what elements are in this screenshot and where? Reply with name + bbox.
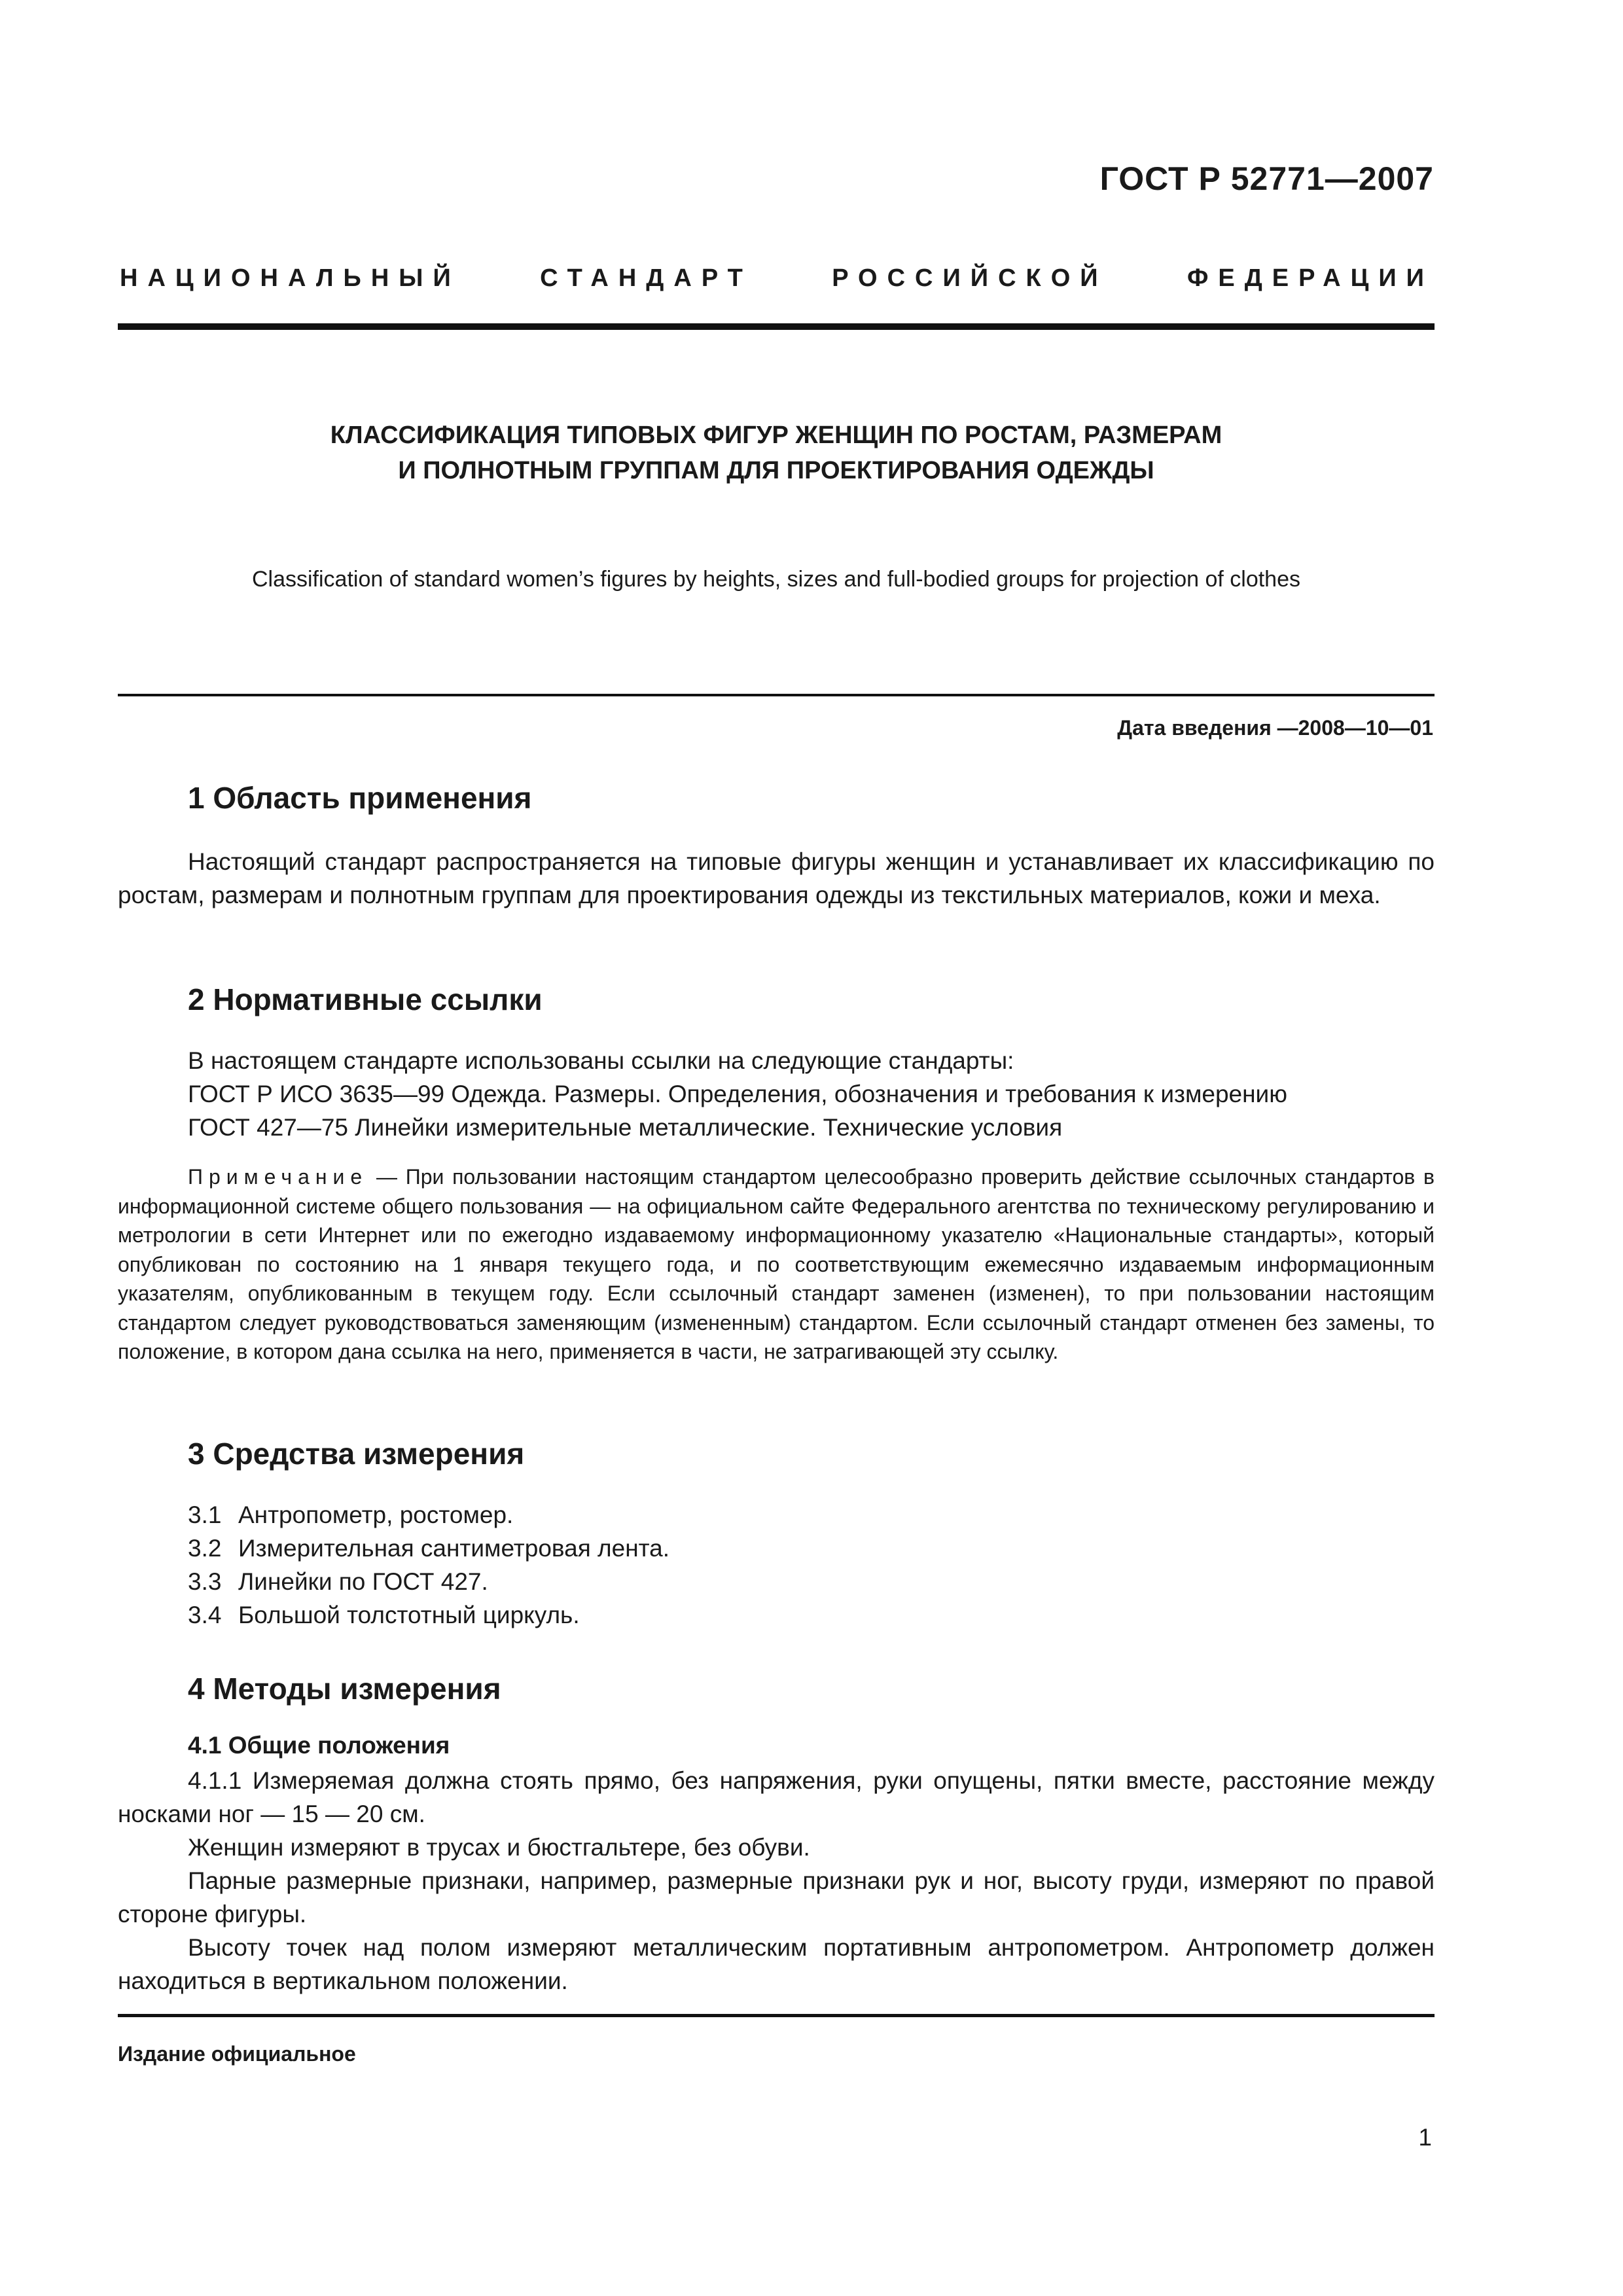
document-code: ГОСТ Р 52771—2007 [1099, 160, 1434, 197]
list-item: 3.2 Измерительная сантиметровая лента. [188, 1535, 670, 1562]
banner-word: ФЕДЕРАЦИИ [1186, 264, 1434, 292]
section-4-heading: 4 Методы измерения [188, 1672, 501, 1706]
national-standard-banner [120, 264, 1434, 293]
list-item: 3.1 Антропометр, ростомер. [188, 1501, 514, 1528]
paragraph: Парные размерные признаки, например, размерные признаки рук и ног, высоту груди, измеряют по правой стороне фигуры. [118, 1867, 1435, 1928]
section-1-heading: 1 Область применения [188, 781, 532, 815]
title-line: КЛАССИФИКАЦИЯ ТИПОВЫХ ФИГУР ЖЕНЩИН ПО РОСТАМ, РАЗМЕРАМ [330, 422, 1222, 449]
header-rule [118, 323, 1435, 330]
banner-word: НАЦИОНАЛЬНЫЙ [120, 264, 461, 292]
tools-list [188, 1498, 669, 1632]
reference-item: ГОСТ Р ИСО 3635—99 Одежда. Размеры. Определения, обозначения и требования к измерению [188, 1081, 1287, 1107]
note-text: — При пользовании настоящим стандартом целесообразно проверить действие ссылочных стандартов в информационной системе общего пользования — на официальном сайте Федерального агентства по техническому регулированию и метрологии в сети Интернет или по ежегодно издаваемому информационному указателю «Национальные стандарты», который опубликован по состоянию на 1 января текущего года, и по соответствующим ежемесячно издаваемым информационным указателям, опубликованным в текущем году. Если ссылочный стандарт заменен (изменен), то при пользовании настоящим стандартом следует руководствоваться заменяющим (измененным) стандартом. Если ссылочный стандарт отменен без замены, то положение, в котором дана ссылка на него, применяется в части, не затрагивающей эту ссылку. [118, 1165, 1435, 1363]
references-intro: В настоящем стандарте использованы ссылки на следующие стандарты: [188, 1047, 1014, 1074]
page-number: 1 [1418, 2124, 1432, 2151]
official-edition-label: Издание официальное [118, 2042, 356, 2066]
paragraph: Высоту точек над полом измеряют металлическим портативным антропометром. Антропометр должен находиться в вертикальном положении. [118, 1934, 1435, 1994]
references-list [188, 1044, 1287, 1144]
list-item: 3.4 Большой толстотный циркуль. [188, 1602, 580, 1628]
section-2-heading: 2 Нормативные ссылки [188, 982, 543, 1016]
section-1-text: Настоящий стандарт распространяется на типовые фигуры женщин и устанавливает их классификацию по ростам, размерам и полнотным группам для проектирования одежды из текстильных материалов, кожи и меха. [118, 848, 1435, 908]
footer-rule [118, 2014, 1435, 2017]
paragraph: Женщин измеряют в трусах и бюстгальтере, без обуви. [188, 1834, 810, 1861]
list-item: 3.3 Линейки по ГОСТ 427. [188, 1568, 488, 1595]
note-lead: Примечание [188, 1165, 368, 1189]
reference-item: ГОСТ 427—75 Линейки измерительные металлические. Технические условия [188, 1114, 1063, 1141]
subsection-4-1-heading: 4.1 Общие положения [188, 1732, 450, 1759]
paragraph: 4.1.1 Измеряемая должна стоять прямо, без напряжения, руки опущены, пятки вместе, расстояние между носками ног — 15 — 20 см. [118, 1767, 1435, 1827]
english-title: Classification of standard women’s figures by heights, sizes and full-bodied groups for projection of clothes [251, 567, 1301, 592]
title-line: И ПОЛНОТНЫМ ГРУППАМ ДЛЯ ПРОЕКТИРОВАНИЯ ОДЕЖДЫ [398, 457, 1154, 484]
introduction-date: Дата введения —2008—10—01 [1117, 716, 1433, 740]
document-title [118, 418, 1435, 488]
banner-word: РОССИЙСКОЙ [832, 264, 1108, 292]
title-rule [118, 694, 1435, 696]
section-3-heading: 3 Средства измерения [188, 1437, 525, 1471]
banner-word: СТАНДАРТ [540, 264, 753, 292]
note [118, 1162, 1435, 1367]
